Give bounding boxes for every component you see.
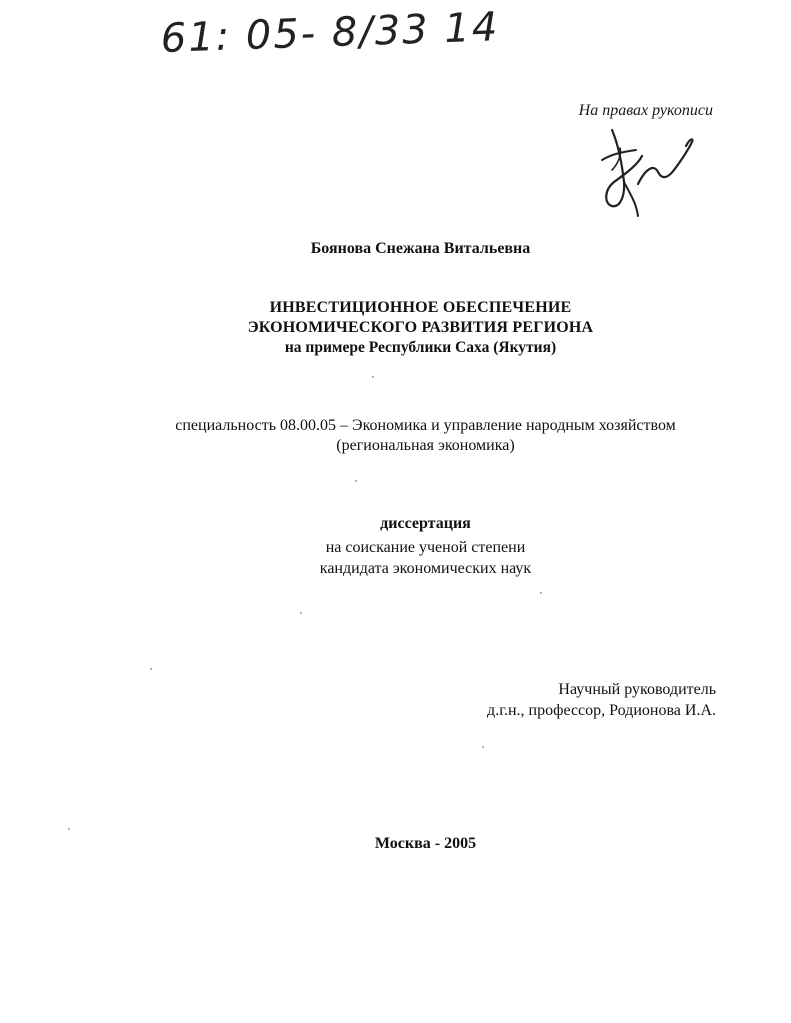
- scan-speck: [355, 480, 357, 482]
- city-year: Москва - 2005: [374, 835, 477, 852]
- degree-line-2: кандидата экономических наук: [319, 560, 532, 577]
- scan-speck: [540, 592, 542, 594]
- scan-speck: [372, 376, 374, 378]
- scan-speck: [300, 612, 302, 614]
- scan-speck: [68, 828, 70, 830]
- dissertation-title: [0, 298, 791, 357]
- handwritten-signature: [598, 124, 702, 228]
- specialty-line-1: специальность 08.00.05 – Экономика и управление народным хозяйством: [175, 417, 676, 434]
- scan-speck: [150, 668, 152, 670]
- handwritten-archive-number: 61: 05- 8/33 14: [160, 4, 500, 62]
- title-subtitle: на примере Республики Саха (Якутия): [284, 339, 557, 356]
- title-line-2: ЭКОНОМИЧЕСКОГО РАЗВИТИЯ РЕГИОНА: [247, 319, 594, 336]
- title-line-1: ИНВЕСТИЦИОННОЕ ОБЕСПЕЧЕНИЕ: [269, 299, 572, 316]
- supervisor-label: Научный руководитель: [558, 681, 716, 698]
- author-name: Боянова Снежана Витальевна: [310, 240, 531, 257]
- degree-heading: диссертация: [380, 515, 471, 532]
- supervisor: [487, 679, 716, 721]
- scan-speck: [482, 746, 484, 748]
- degree-statement: [0, 513, 791, 579]
- supervisor-name: д.г.н., профессор, Родионова И.А.: [487, 702, 716, 719]
- degree-line-1: на соискание ученой степени: [325, 539, 526, 556]
- specialty-line-2: (региональная экономика): [336, 437, 515, 454]
- rights-note: На правах рукописи: [578, 102, 713, 119]
- specialty: [0, 416, 791, 456]
